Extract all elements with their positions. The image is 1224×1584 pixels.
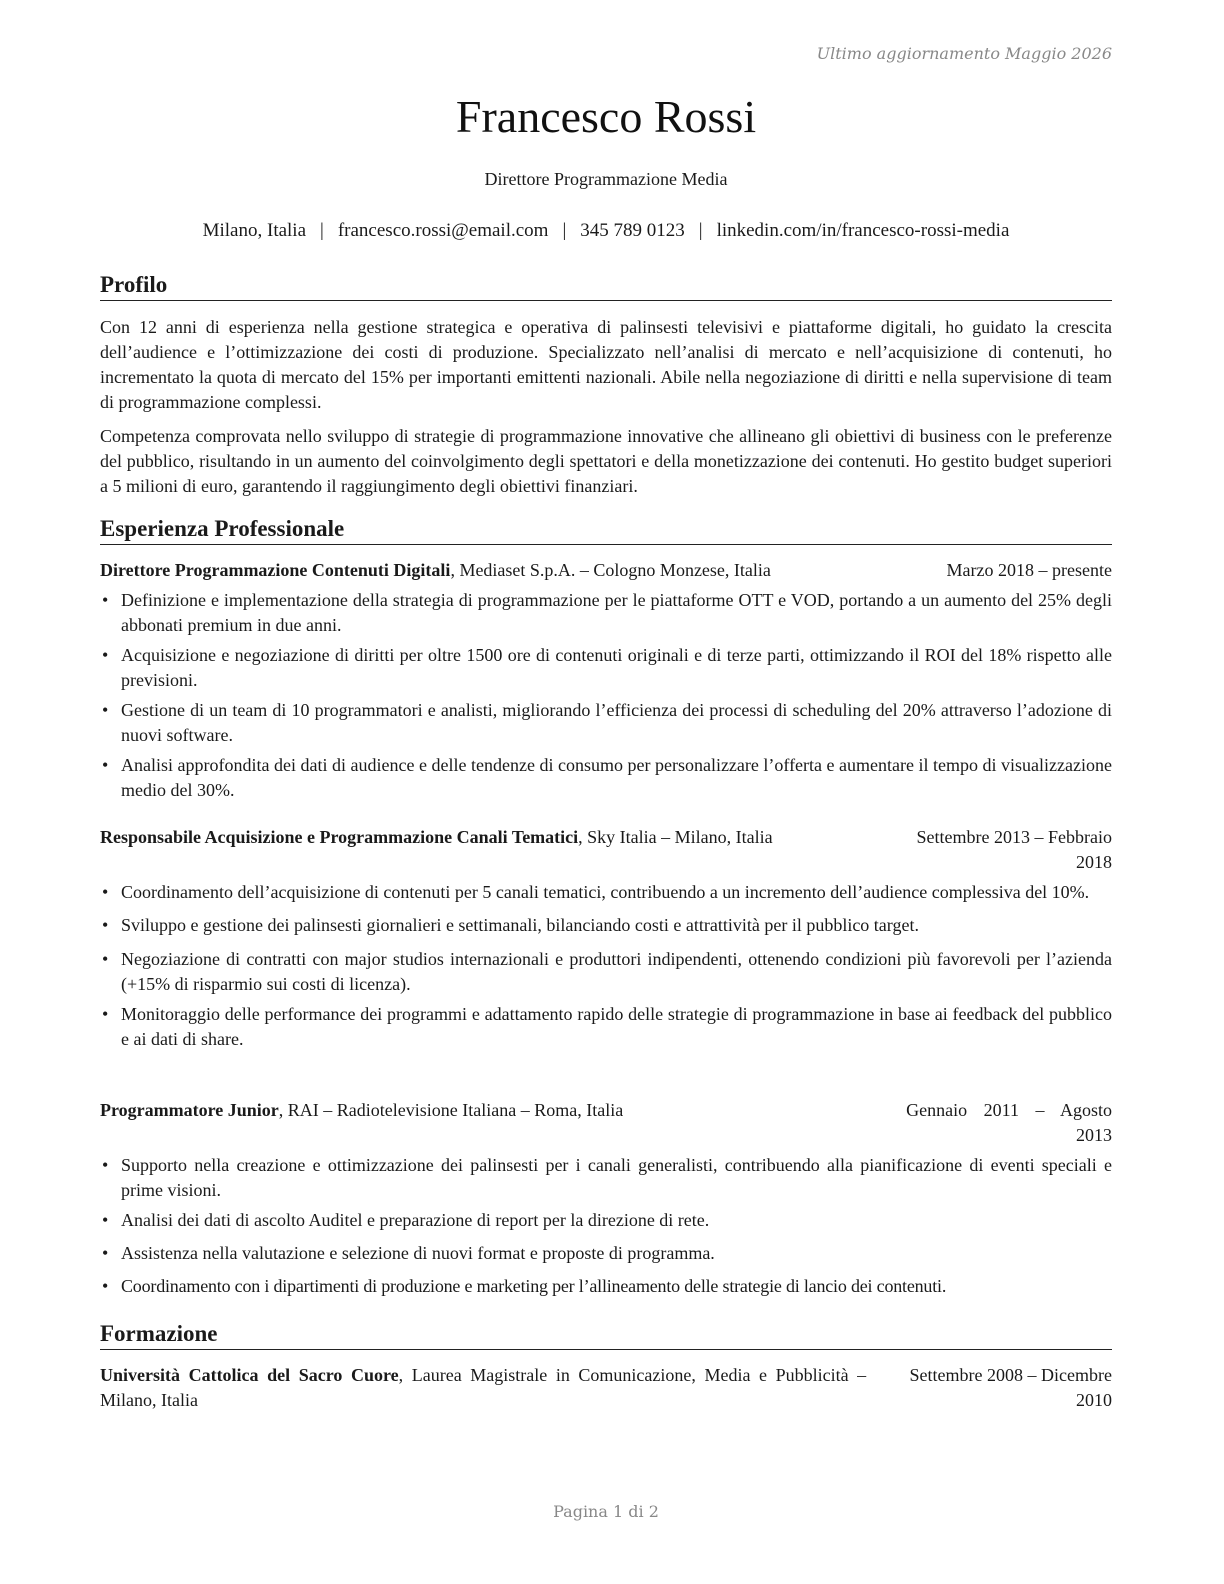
profile-paragraph: Con 12 anni di esperienza nella gestione strategica e operativa di palinsesti televisivi e piattaforme digitali, ho guidato la crescita dell’audience e l’ottimizzazione dei costi di produzione. Specializzato nell’analisi di mercato e nell’acquisizione di contenuti, ho incrementato la quota di mercato del 15% per importanti emittenti nazionali. Abile nella negoziazione di diritti e nella supervisione di team di programmazione complessi. (100, 317, 1112, 412)
contact-line (100, 218, 1112, 244)
bullet-item: • Acquisizione e negoziazione di diritti per oltre 1500 ore di contenuti originali e di terze parti, ottimizzando il ROI del 18% rispetto alle previsioni. (100, 643, 1112, 693)
section-title-profile: Profilo (100, 271, 1112, 301)
job-org: , Mediaset S.p.A. – Cologno Monzese, Italia (450, 560, 771, 580)
job-header (100, 558, 1112, 583)
bullet-item: • Analisi dei dati di ascolto Auditel e preparazione di report per la direzione di rete. (100, 1208, 1112, 1233)
bullet-item: • Coordinamento con i dipartimenti di produzione e marketing per l’allineamento delle strategie di lancio dei contenuti. (100, 1274, 1112, 1299)
job-org: , RAI – Radiotelevisione Italiana – Roma, Italia (278, 1100, 624, 1120)
bullet-item: • Sviluppo e gestione dei palinsesti giornalieri e settimanali, bilanciando costi e attrattività per il pubblico target. (100, 913, 1112, 938)
job-role: Programmatore Junior (100, 1100, 279, 1120)
job-header (100, 825, 1112, 875)
contact-separator: | (698, 220, 703, 241)
candidate-name: Francesco Rossi (455, 91, 757, 142)
job-dates: Settembre 2013 – Febbraio 2018 (916, 827, 1112, 872)
job-dates: Marzo 2018 – presente (946, 560, 1112, 580)
contact-phone[interactable]: 345 789 0123 (580, 220, 685, 241)
resume-page (100, 0, 1112, 1584)
bullet-item: • Negoziazione di contratti con major studios internazionali e produttori indipendenti, ottenendo condizioni più favorevoli per l’azienda (+15% di risparmio sui costi di licenza). (100, 947, 1112, 997)
job-bullets (100, 880, 1112, 1052)
last-updated: Ultimo aggiornamento Maggio 2026 (816, 44, 1112, 63)
bullet-item: • Monitoraggio delle performance dei programmi e adattamento rapido delle strategie di programmazione in base ai feedback del pubblico e ai dati di share. (100, 1002, 1112, 1052)
job-role: Direttore Programmazione Contenuti Digitali (100, 560, 451, 580)
job-org: , Sky Italia – Milano, Italia (578, 827, 773, 847)
candidate-role: Direttore Programmazione Media (484, 169, 728, 189)
bullet-item: • Supporto nella creazione e ottimizzazione dei palinsesti per i canali generalisti, contribuendo alla pianificazione di eventi speciali e prime visioni. (100, 1153, 1112, 1203)
bullet-item: • Gestione di un team di 10 programmatori e analisti, migliorando l’efficienza dei processi di scheduling del 20% attraverso l’adozione di nuovi software. (100, 698, 1112, 748)
section-title-education: Formazione (100, 1320, 1112, 1350)
bullet-item: • Coordinamento dell’acquisizione di contenuti per 5 canali tematici, contribuendo a un incremento dell’audience complessiva del 10%. (100, 880, 1112, 905)
bullet-item: • Assistenza nella valutazione e selezione di nuovi format e proposte di programma. (100, 1241, 1112, 1266)
contact-linkedin[interactable]: linkedin.com/in/francesco-rossi-media (716, 220, 1010, 241)
contact-location: Milano, Italia (202, 220, 307, 241)
section-title-experience: Esperienza Professionale (100, 515, 1112, 545)
job-header (100, 1098, 1112, 1148)
education-dates: Settembre 2008 – Dicembre 2010 (909, 1365, 1112, 1410)
contact-separator: | (320, 220, 324, 241)
education-school: Università Cattolica del Sacro Cuore (100, 1365, 399, 1385)
education-item (100, 1363, 1112, 1413)
job-bullets (100, 1153, 1112, 1299)
bullet-item: • Analisi approfondita dei dati di audience e delle tendenze di consumo per personalizzare l’offerta e aumentare il tempo di visualizzazione medio del 30%. (100, 753, 1112, 803)
bullet-item: • Definizione e implementazione della strategia di programmazione per le piattaforme OTT e VOD, portando a un aumento del 25% degli abbonati premium in due anni. (100, 588, 1112, 638)
page-number: Pagina 1 di 2 (553, 1502, 659, 1521)
contact-separator: | (562, 220, 567, 241)
job-role: Responsabile Acquisizione e Programmazione Canali Tematici (100, 827, 579, 847)
contact-email[interactable]: francesco.rossi@email.com (337, 220, 549, 241)
job-dates: Gennaio 2011 – Agosto 2013 (906, 1100, 1112, 1145)
profile-paragraph: Competenza comprovata nello sviluppo di strategie di programmazione innovative che allineano gli obiettivi di business con le preferenze del pubblico, risultando in un aumento del coinvolgimento degli spettatori e della monetizzazione dei contenuti. Ho gestito budget superiori a 5 milioni di euro, garantendo il raggiungimento degli obiettivi finanziari. (100, 426, 1112, 496)
job-bullets (100, 588, 1112, 803)
education-degree: , Laurea Magistrale in Comunicazione, Media e Pubblicità – Milano, Italia (100, 1365, 867, 1410)
